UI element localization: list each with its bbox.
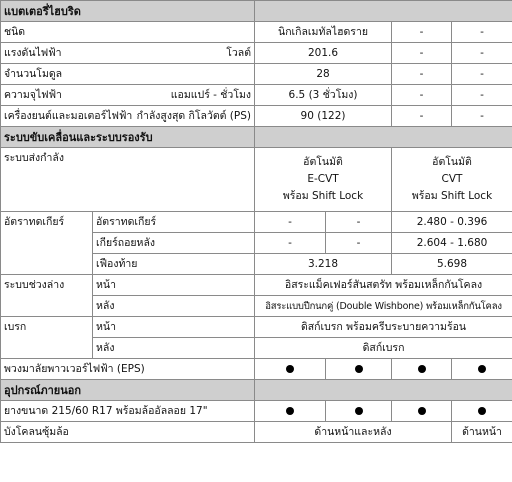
feature-dot-cell [392,359,452,380]
transmission-cell-2 [392,148,512,212]
row-label: พวงมาลัยพาวเวอร์ไฟฟ้า (EPS) [1,359,255,380]
row-sublabel: เกียร์ถอยหลัง [93,233,255,254]
row-sublabel: อัตราทดเกียร์ [93,212,255,233]
table-row [1,43,512,64]
cell-value: อิสระแม็คเฟอร์สันสตรัท พร้อมเหล็กกันโคลง [255,275,512,296]
cell-value: - [392,43,452,64]
table-row [1,85,512,106]
included-dot-icon [286,365,294,373]
row-sublabel: หน้า [93,275,255,296]
cell-line: CVT [441,173,463,185]
cell-value: 28 [255,64,392,85]
feature-dot-cell [392,401,452,422]
cell-line: E-CVT [307,173,339,185]
cell-value: - [255,233,326,254]
cell-value: 3.218 [255,254,392,275]
cell-line: อัตโนมัติ [432,156,472,168]
row-label: อัตราทดเกียร์ [1,212,93,275]
included-dot-icon [355,407,363,415]
row-unit: โวลต์ [226,46,252,59]
cell-value: - [326,233,392,254]
feature-dot-cell [326,359,392,380]
cell-line: อัตโนมัติ [303,156,343,168]
included-dot-icon [418,365,426,373]
cell-value: 2.480 - 0.396 [392,212,512,233]
row-unit: แอมแปร์ - ชั่วโมง [170,88,252,101]
cell-line: พร้อม Shift Lock [282,190,364,202]
cell-value: ดิสก์เบรก พร้อมครีบระบายความร้อน [255,317,512,338]
table-row [1,148,512,212]
included-dot-icon [418,407,426,415]
cell-value: 2.604 - 1.680 [392,233,512,254]
row-label: ความจุไฟฟ้า [4,88,62,101]
row-sublabel: เฟืองท้าย [93,254,255,275]
row-label: บังโคลนซุ้มล้อ [1,422,255,443]
transmission-cell-1 [255,148,392,212]
table-row [1,64,512,85]
cell-line: พร้อม Shift Lock [411,190,493,202]
cell-value: - [452,43,512,64]
row-sublabel: หลัง [93,338,255,359]
section-header-drivetrain [1,127,512,148]
section-header-exterior [1,380,512,401]
cell-value: 5.698 [392,254,512,275]
feature-dot-cell [452,359,512,380]
row-label: จำนวนโมดูล [1,64,255,85]
row-sublabel: หลัง [93,296,255,317]
row-label: แรงดันไฟฟ้า [4,46,62,59]
section-title: แบตเตอรี่ไฮบริด [1,1,255,22]
table-row [1,22,512,43]
cell-value: อิสระแบบปีกนกคู่ (Double Wishbone) พร้อมเหล็กกันโคลง [255,296,512,317]
table-row [1,212,512,233]
cell-value: - [255,212,326,233]
feature-dot-cell [255,359,326,380]
cell-value: 90 (122) [255,106,392,127]
row-unit: กำลังสูงสุด กิโลวัตต์ (PS) [136,109,252,122]
section-header-battery [1,1,512,22]
row-label: ยางขนาด 215/60 R17 พร้อมล้ออัลลอย 17" [1,401,255,422]
cell-value: ด้านหน้าและหลัง [255,422,452,443]
cell-value: - [392,64,452,85]
section-title: อุปกรณ์ภายนอก [1,380,255,401]
included-dot-icon [355,365,363,373]
table-row [1,359,512,380]
cell-value: 201.6 [255,43,392,64]
table-row [1,317,512,338]
row-label: ชนิด [1,22,255,43]
cell-value: นิกเกิลเมทัลไฮดราย [255,22,392,43]
row-label: เบรก [1,317,93,359]
cell-value: - [452,64,512,85]
cell-value: ด้านหน้า [452,422,512,443]
cell-value: - [452,106,512,127]
included-dot-icon [478,407,486,415]
table-row [1,106,512,127]
cell-value: - [392,22,452,43]
row-label: ระบบส่งกำลัง [1,148,255,212]
cell-value: - [326,212,392,233]
cell-value: - [392,106,452,127]
table-row [1,422,512,443]
table-row [1,275,512,296]
included-dot-icon [286,407,294,415]
row-label: ระบบช่วงล่าง [1,275,93,317]
feature-dot-cell [326,401,392,422]
cell-value: ดิสก์เบรก [255,338,512,359]
cell-value: - [392,85,452,106]
section-title: ระบบขับเคลื่อนและระบบรองรับ [1,127,255,148]
table-row [1,401,512,422]
included-dot-icon [478,365,486,373]
cell-value: 6.5 (3 ชั่วโมง) [255,85,392,106]
row-sublabel: หน้า [93,317,255,338]
feature-dot-cell [452,401,512,422]
feature-dot-cell [255,401,326,422]
cell-value: - [452,22,512,43]
row-label: เครื่องยนต์และมอเตอร์ไฟฟ้า [4,109,133,122]
cell-value: - [452,85,512,106]
